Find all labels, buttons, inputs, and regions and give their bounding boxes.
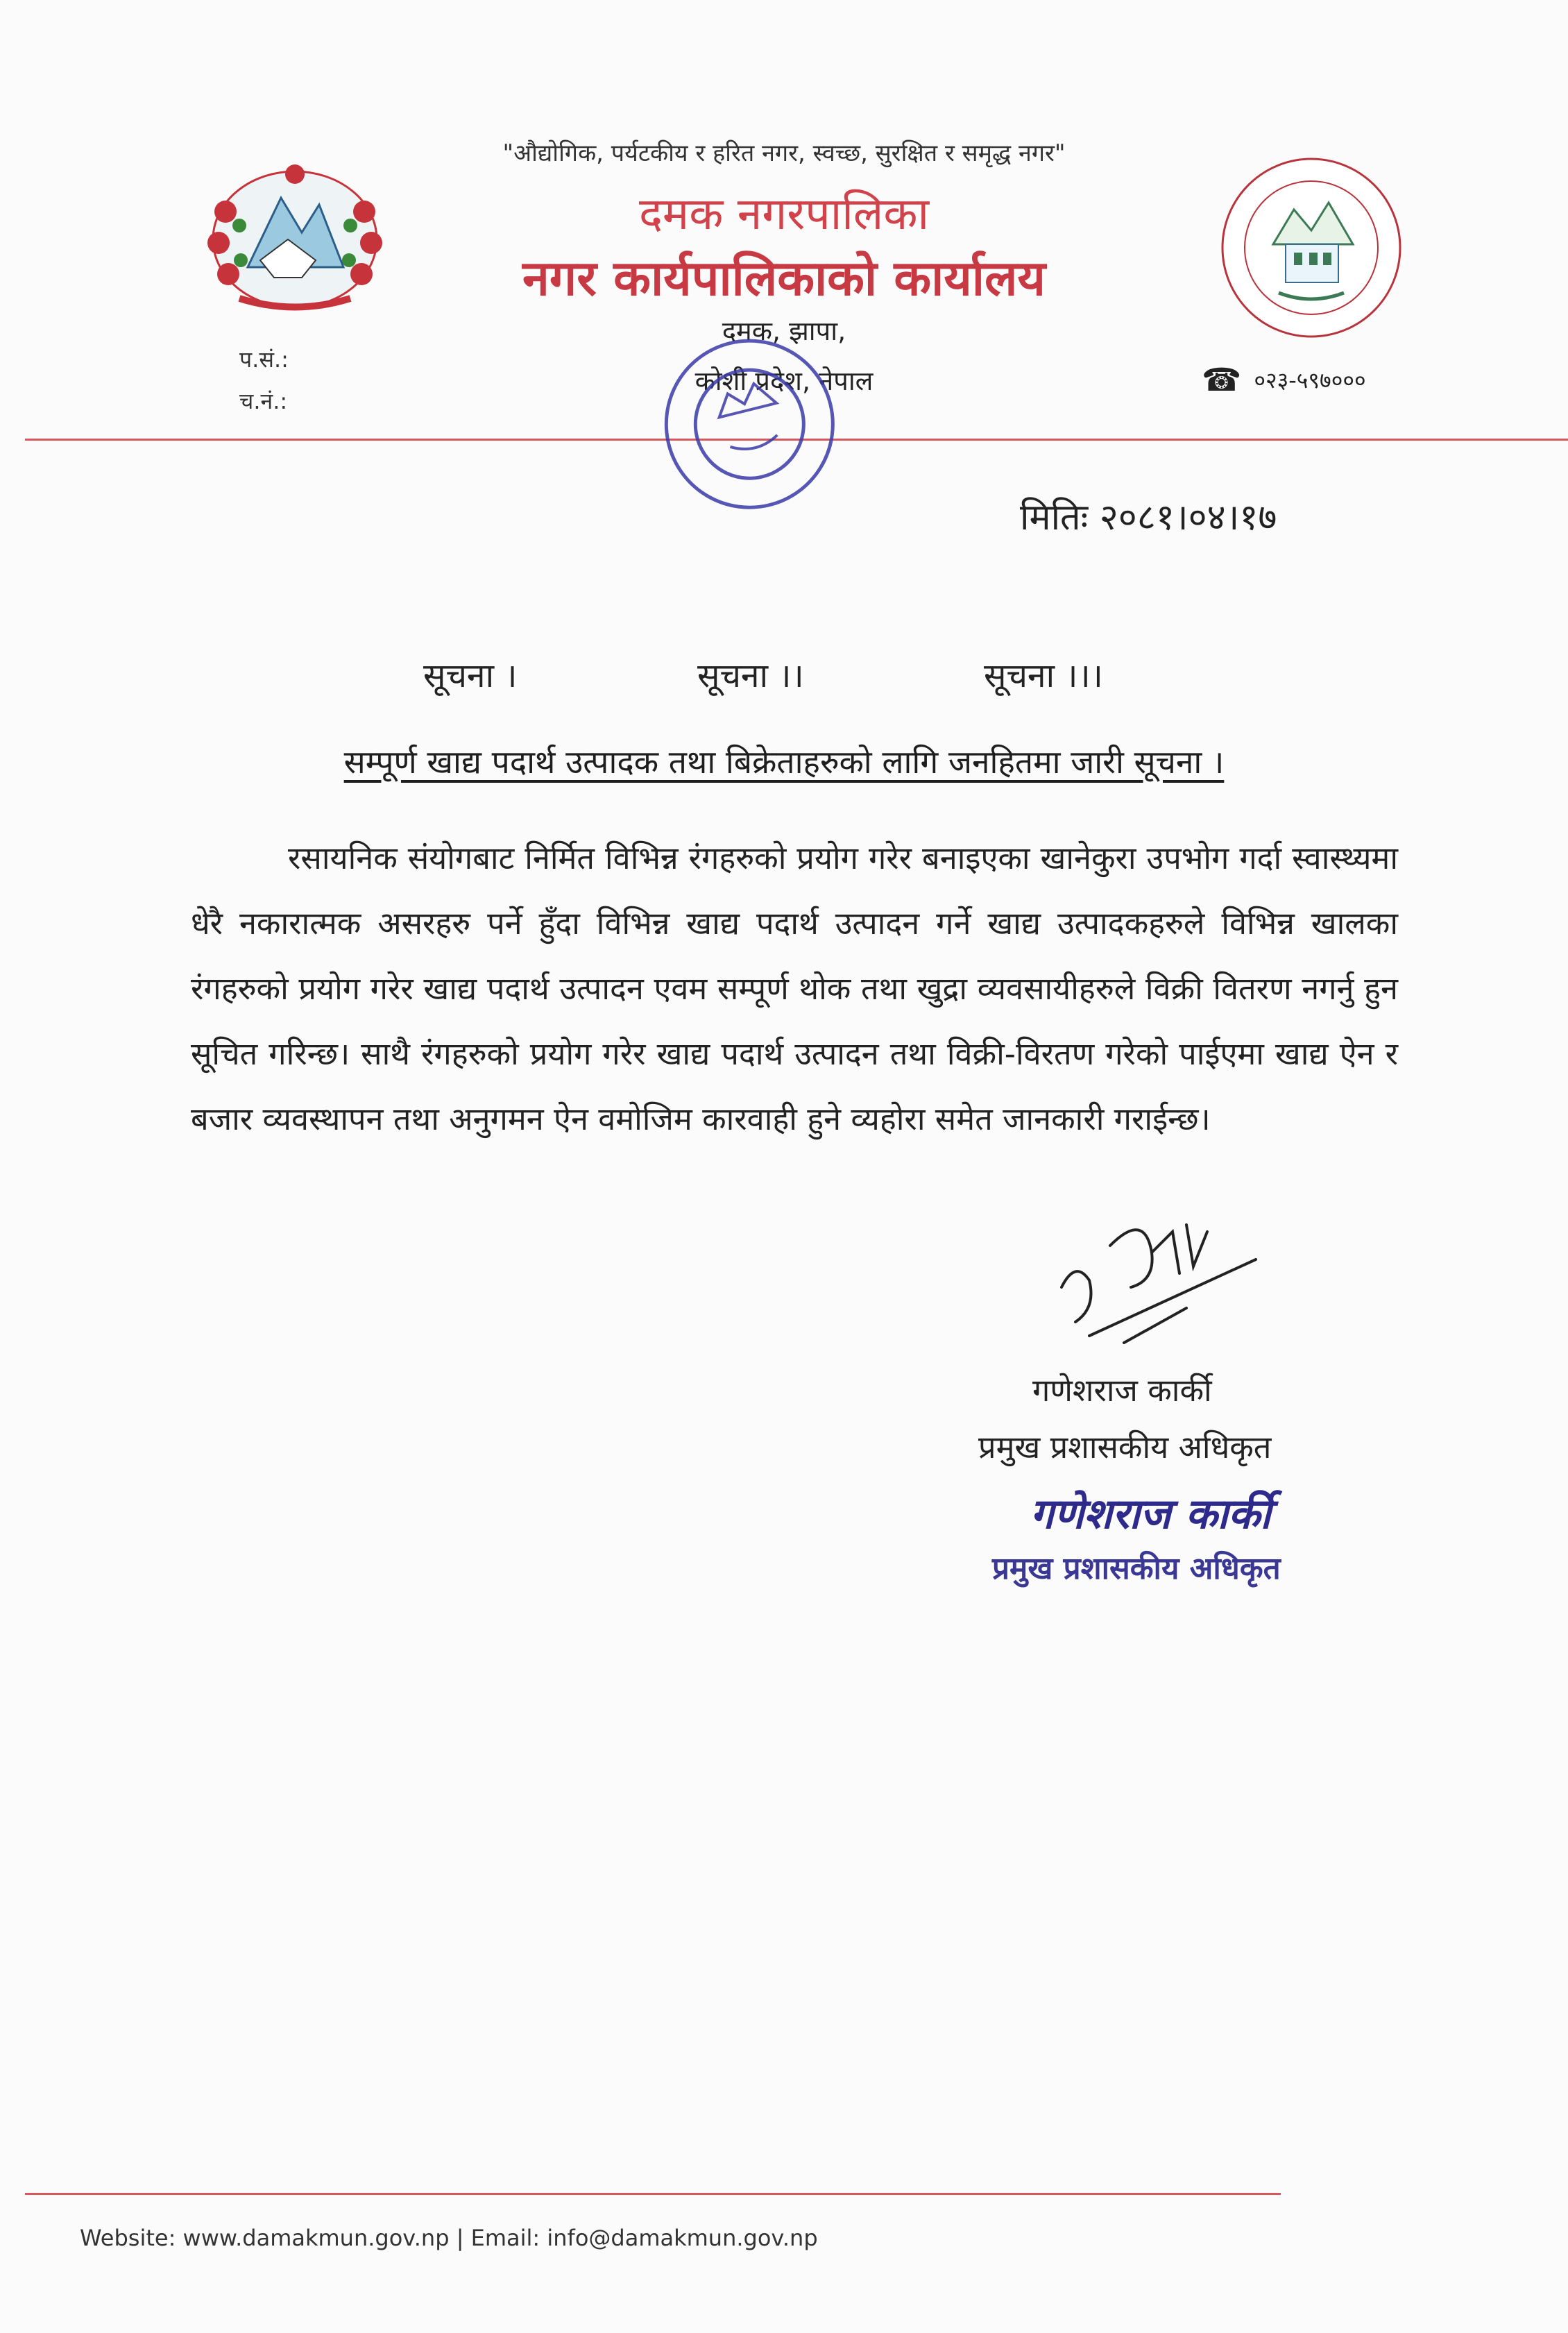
dispatch-number-label: च.नं.:: [239, 388, 288, 414]
notice-subject: सम्पूर्ण खाद्य पदार्थ उत्पादक तथा बिक्रेताहरुको लागि जनहितमा जारी सूचना ।: [343, 743, 1225, 781]
notice-body: [191, 826, 1398, 1152]
signatory-stamp-title: प्रमुख प्रशासकीय अधिकृत: [992, 1551, 1281, 1586]
phone-number: ०२३-५९७०००: [1254, 366, 1366, 393]
organization-name: दमक नगरपालिका: [638, 189, 930, 240]
telephone-icon: ☎: [1202, 361, 1242, 398]
phone-contact: [1202, 361, 1366, 398]
signatory-title: प्रमुख प्रशासकीय अधिकृत: [978, 1429, 1272, 1466]
notice-body-text: रसायनिक संयोगबाट निर्मित विभिन्न रंगहरुको प्रयोग गरेर बनाइएका खानेकुरा उपभोग गर्दा स्वास्थ्यमा धेरै नकारात्मक असरहरु पर्ने हुँदा विभिन्न खाद्य पदार्थ उत्पादन गर्ने खाद्य उत्पादकहरुले विभिन्न खालका रंगहरुको प्रयोग गरेर खाद्य पदार्थ उत्पादन एवम सम्पूर्ण थोक तथा खुद्रा व्यवसायीहरुले विक्री वितरण नगर्नु हुन सूचित गरिन्छ। साथै रंगहरुको प्रयोग गरेर खाद्य पदार्थ उत्पादन तथा विक्री-विरतण गरेको पाईएमा खाद्य ऐन र बजार व्यवस्थापन तथा अनुगमन ऐन वमोजिम कारवाही हुने व्यहोरा समेत जानकारी गराईन्छ।: [191, 840, 1398, 1137]
footer-contact: Website: www.damakmun.gov.np | Email: info@damakmun.gov.np: [80, 2225, 818, 2251]
municipality-slogan: "औद्योगिक, पर्यटकीय र हरित नगर, स्वच्छ, सुरक्षित र समृद्ध नगर": [502, 139, 1066, 167]
reference-number-label: प.सं.:: [239, 346, 289, 373]
notice-heading-3: सूचना ।।।: [984, 656, 1103, 695]
notice-heading-1: सूचना ।: [423, 656, 518, 695]
signatory-name: गणेशराज कार्की: [1032, 1372, 1212, 1409]
office-seal-stamp: [611, 305, 902, 597]
office-name: नगर कार्यपालिकाको कार्यालय: [522, 250, 1046, 307]
document-date: मितिः २०८१।०४।१७: [1020, 497, 1277, 538]
handwritten-signature: [1048, 1204, 1263, 1357]
address-line-1: दमक, झापा,: [722, 316, 846, 346]
notice-heading-2: सूचना ।।: [697, 656, 804, 695]
footer-divider: [25, 2193, 1281, 2195]
address-line-2: कोशी प्रदेश, नेपाल: [694, 366, 874, 396]
signatory-stamp-name: गणेशराज कार्की: [1030, 1490, 1271, 1538]
